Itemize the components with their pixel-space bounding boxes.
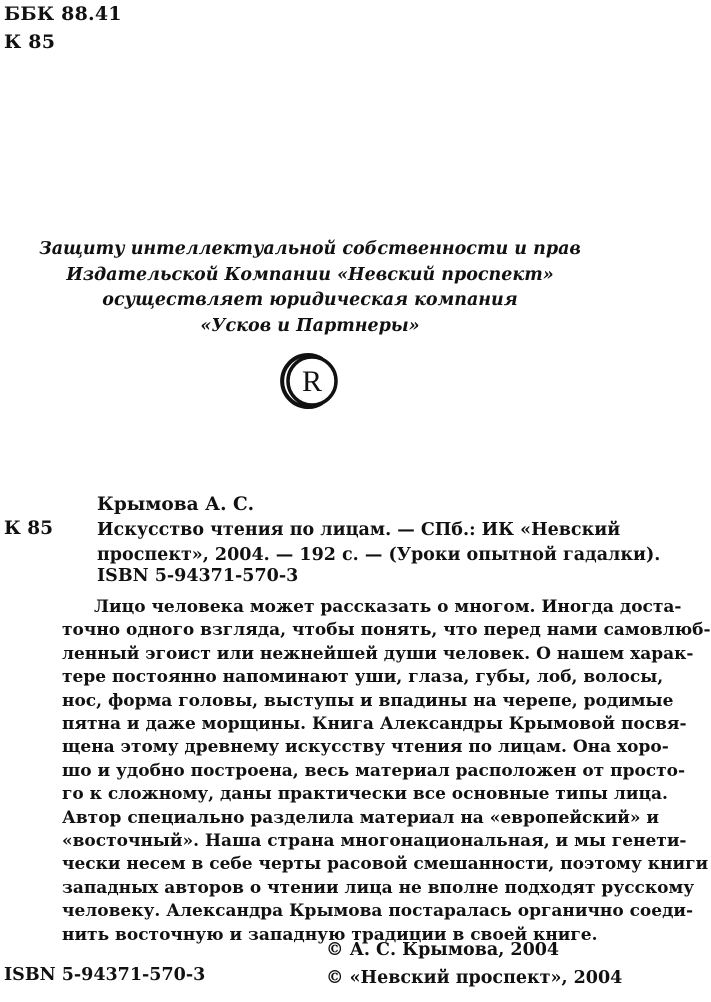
bbk-code: ББК 88.41 <box>4 3 122 25</box>
classification-codes <box>4 0 122 56</box>
rights-notice-line: Издательской Компании «Невский проспект» <box>66 264 554 285</box>
rights-notice-line: Защиту интеллектуальной собственности и прав <box>39 239 581 259</box>
annotation-line: нить восточную и западную традиции в своей книге. <box>62 924 598 945</box>
annotation-line: точно одного взгляда, чтобы понять, что перед нами самовлюб- <box>62 620 711 641</box>
annotation-line: «восточный». Наша страна многонациональная, и мы генети- <box>62 831 687 852</box>
catalog-description <box>97 518 661 568</box>
catalog-author: Крымова А. С. <box>97 494 255 515</box>
catalog-code: К 85 <box>4 518 54 539</box>
copyright-letter: R <box>301 365 323 398</box>
rights-notice <box>20 237 600 339</box>
copyright-line: © «Невский проспект», 2004 <box>326 968 623 988</box>
rights-notice-line: «Усков и Партнеры» <box>200 315 420 336</box>
author-code: К 85 <box>4 31 56 53</box>
annotation-line: чески несем в себе черты расовой смешанности, поэтому книги <box>62 854 709 875</box>
annotation-line: щена этому древнему искусству чтения по лицам. Она хоро- <box>62 737 669 758</box>
catalog-description-line: проспект», 2004. — 192 с. — (Уроки опытной гадалки). <box>97 545 661 565</box>
annotation-line: человеку. Александра Крымова постаралась органично соеди- <box>62 901 694 922</box>
rights-notice-line: осуществляет юридическая компания <box>102 290 518 310</box>
annotation-line: ленный эгоист или нежнейшей души человек. О нашем харак- <box>62 643 694 664</box>
copyright-notices <box>326 936 622 992</box>
annotation-line: Лицо человека может рассказать о многом. Иногда доста- <box>94 597 682 617</box>
annotation-line: нос, форма головы, выступы и впадины на черепе, родимые <box>62 690 674 711</box>
annotation <box>62 596 711 947</box>
annotation-line: пятна и даже морщины. Книга Александры Крымовой посвя- <box>62 714 687 735</box>
annotation-line: тере постоянно напоминают уши, глаза, губы, лоб, волосы, <box>62 667 664 688</box>
catalog-description-line: Искусство чтения по лицам. — СПб.: ИК «Невский <box>97 520 621 540</box>
copyright-registered-icon <box>272 345 344 417</box>
copyright-line: © А. С. Крымова, 2004 <box>326 940 560 960</box>
annotation-line: Автор специально разделила материал на «европейский» и <box>62 807 660 828</box>
annotation-line: шо и удобно построена, весь материал расположен от просто- <box>62 760 686 781</box>
footer-isbn: ISBN 5-94371-570-3 <box>4 965 206 985</box>
annotation-line: западных авторов о чтении лица не вполне подходят русскому <box>62 877 695 898</box>
annotation-line: го к сложному, даны практически все основные типы лица. <box>62 784 668 805</box>
catalog-isbn: ISBN 5-94371-570-3 <box>97 566 299 586</box>
